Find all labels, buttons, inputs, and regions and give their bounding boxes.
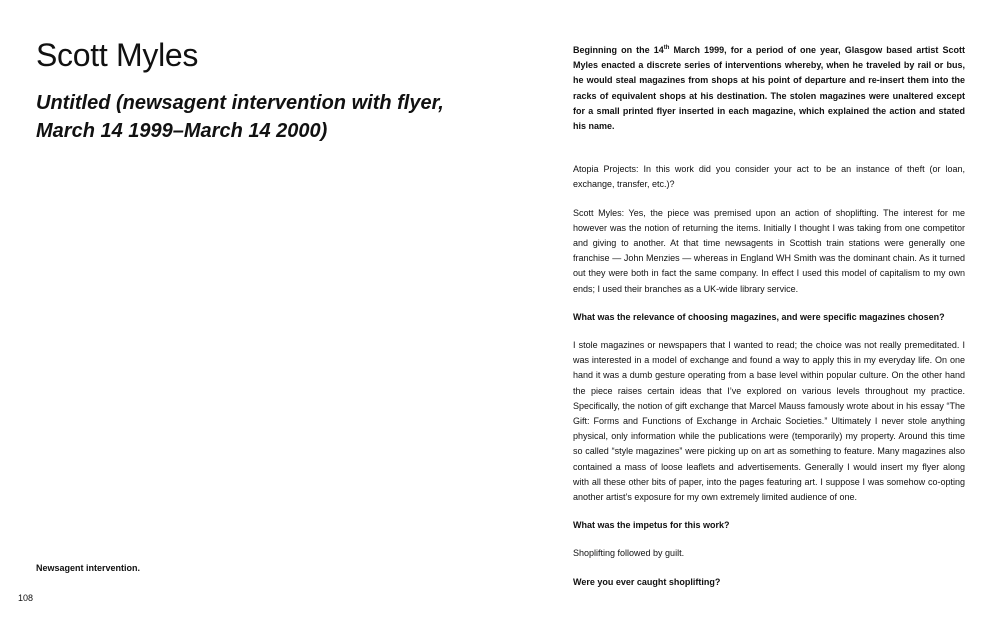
ordinal-superscript: th	[663, 45, 670, 51]
section-spacer	[573, 134, 965, 162]
intro-text-rest: March 1999, for a period of one year, Glasgow based artist Scott Myles enacted a discrete series of interventions whereby, when he traveled by rail or bus, he would steal magazines from shops at his point of departure and re-insert them into the racks of equivalent shops at his destination. The stolen magazines were unaltered except for a small printed flyer inserted in each magazine, which explained the action and stated his name.	[573, 45, 965, 132]
interview-question: What was the relevance of choosing magazines, and were specific magazines chosen?	[573, 311, 945, 322]
paragraph-spacer	[573, 297, 965, 310]
interview-answer: Shoplifting followed by guilt.	[573, 548, 685, 559]
paragraph-spacer	[573, 193, 965, 206]
interview-question: What was the impetus for this work?	[573, 520, 730, 531]
work-title: Untitled (newsagent intervention with flyer, March 14 1999–March 14 2000)	[36, 92, 444, 142]
artist-name: Scott Myles	[36, 37, 199, 73]
interview-answer: I stole magazines or newspapers that I wanted to read; the choice was not really premeditated. I was interested in a model of exchange and found a way to apply this in my everyday life. On one hand it was a dumb gesture operating from a base level within popular culture. On the other hand the piece raises certain ideas that I’ve explored on various levels throughout my practice. Specifically, the notion of gift exchange that Marcel Mauss famously wrote about in his essay “The Gift: Forms and Functions of Exchange in Archaic Societies.” Ultimately I never stole anything physical, only information while the publications were (temporarily) my property. Around this time so called “style magazines” were picking up on art as something to feature. Many magazines also contained a mass of loose leaflets and advertisements. Generally I would insert my flyer along with all these other bits of paper, into the pages featuring art. I suppose I was somehow co-opting another artist’s exposure for my own extremely limited audience of one.	[573, 340, 965, 503]
paragraph-spacer	[573, 325, 965, 338]
interview-question: Atopia Projects: In this work did you consider your act to be an instance of theft (or loan, exchange, transfer, etc.)?	[573, 164, 965, 190]
intro-text-start: Beginning on the 14	[573, 45, 664, 55]
paragraph-spacer	[573, 533, 965, 546]
image-caption: Newsagent intervention.	[36, 563, 141, 573]
paragraph-spacer	[573, 562, 965, 575]
paragraph-spacer	[573, 505, 965, 518]
interview-answer: Scott Myles: Yes, the piece was premised upon an action of shoplifting. The interest for me however was the notion of returning the items. Initially I thought I was taking from one competitor and giving to another. At that time newsagents in Scottish train stations were generally one franchise — John Menzies — whereas in England WH Smith was the dominant chain. As it turned out they were both in fact the same company. In effect I used this model of capitalism to my own ends; I used their branches as a UK-wide library service.	[573, 207, 965, 294]
interview-question: Were you ever caught shoplifting?	[573, 576, 721, 587]
intro-paragraph	[573, 43, 965, 134]
page-number: 108	[18, 593, 34, 603]
text-column	[573, 43, 965, 590]
